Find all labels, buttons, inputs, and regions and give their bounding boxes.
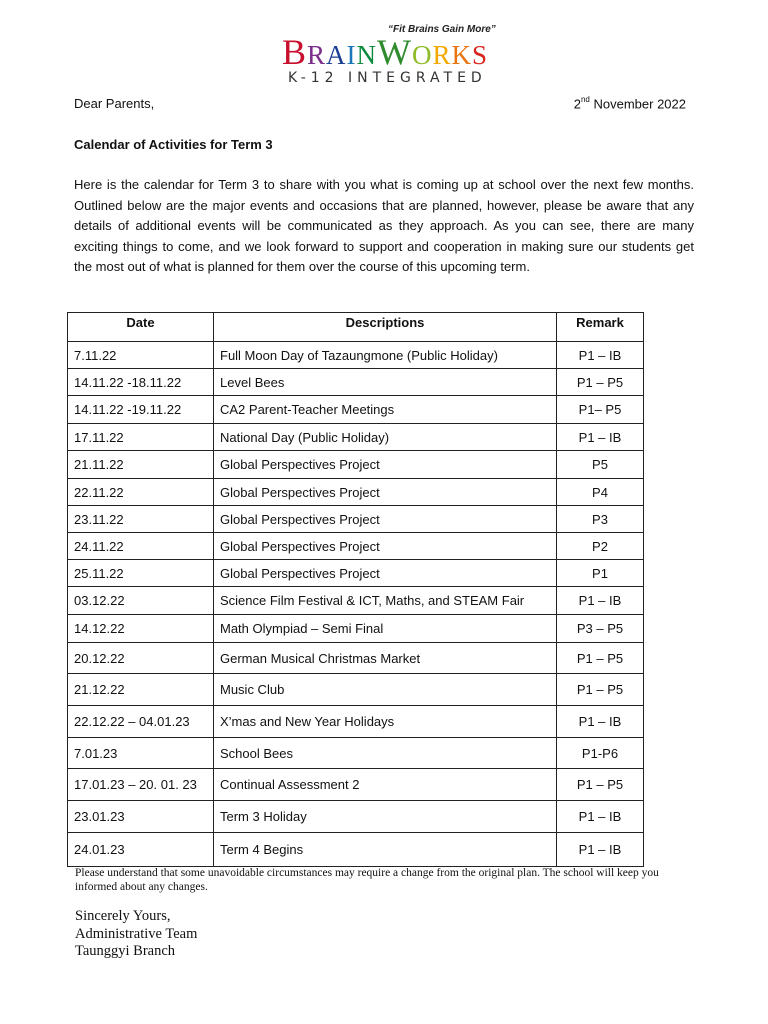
row-remark: P2	[557, 533, 644, 560]
row-description: Term 3 Holiday	[214, 801, 557, 833]
logo-subtitle: K-12 INTEGRATED	[288, 70, 487, 86]
row-date: 22.11.22	[68, 479, 214, 506]
row-remark: P1 – IB	[557, 801, 644, 833]
table-row	[68, 342, 644, 369]
footnote: Please understand that some unavoidable circumstances may require a change from the original plan. The school will keep you informed about any changes.	[75, 867, 659, 893]
logo-letter: W	[377, 32, 413, 72]
logo-letter: N	[356, 40, 378, 70]
logo-letter: S	[472, 40, 489, 70]
row-date: 24.01.23	[68, 833, 214, 867]
row-date: 17.01.23 – 20. 01. 23	[68, 769, 214, 801]
header-descriptions: Descriptions	[214, 313, 557, 342]
row-description: Global Perspectives Project	[214, 506, 557, 533]
table-row	[68, 674, 644, 706]
logo-letter: I	[346, 40, 357, 70]
row-date: 24.11.22	[68, 533, 214, 560]
row-date: 21.11.22	[68, 451, 214, 479]
row-date: 21.12.22	[68, 674, 214, 706]
header-date: Date	[68, 313, 214, 342]
table-row	[68, 533, 644, 560]
table-row	[68, 424, 644, 451]
row-remark: P1-P6	[557, 738, 644, 769]
row-date: 25.11.22	[68, 560, 214, 587]
row-date: 23.11.22	[68, 506, 214, 533]
table-row	[68, 369, 644, 396]
logo-letter: O	[412, 40, 433, 70]
row-description: Full Moon Day of Tazaungmone (Public Holiday)	[214, 342, 557, 369]
closing-line: Administrative Team	[75, 925, 198, 942]
logo-brand-name	[282, 34, 488, 71]
row-remark: P3	[557, 506, 644, 533]
logo-letter: A	[326, 40, 347, 70]
table-row	[68, 479, 644, 506]
closing-line: Sincerely Yours,	[75, 908, 171, 924]
row-date: 7.11.22	[68, 342, 214, 369]
table-row	[68, 706, 644, 738]
logo-letter: R	[432, 40, 452, 70]
logo-letter: R	[307, 40, 327, 70]
row-remark: P4	[557, 479, 644, 506]
row-date: 22.12.22 – 04.01.23	[68, 706, 214, 738]
row-remark: P1	[557, 560, 644, 587]
table-row	[68, 615, 644, 643]
row-description: CA2 Parent-Teacher Meetings	[214, 396, 557, 424]
table-row	[68, 801, 644, 833]
row-description: Math Olympiad – Semi Final	[214, 615, 557, 643]
row-description: X’mas and New Year Holidays	[214, 706, 557, 738]
row-date: 14.12.22	[68, 615, 214, 643]
logo-letter: B	[282, 32, 308, 72]
row-description: Global Perspectives Project	[214, 479, 557, 506]
letter-heading: Calendar of Activities for Term 3	[74, 137, 273, 152]
intro-paragraph: Here is the calendar for Term 3 to share with you what is coming up at school over the next few months. Outlined below are the major events and occasions that are planned, however, please be aware that any details of additional events will be communicated as they approach. As you can see, there are many exciting things to come, and we look forward to support and cooperation in making sure our students get the most out of what is planned for them over the course of this upcoming term.	[74, 177, 694, 275]
row-remark: P1 – IB	[557, 706, 644, 738]
row-description: Global Perspectives Project	[214, 560, 557, 587]
table-row	[68, 560, 644, 587]
table-row	[68, 506, 644, 533]
row-description: Term 4 Begins	[214, 833, 557, 867]
row-date: 20.12.22	[68, 643, 214, 674]
row-remark: P1 – P5	[557, 769, 644, 801]
table-row	[68, 833, 644, 867]
row-remark: P1 – P5	[557, 643, 644, 674]
table-row	[68, 643, 644, 674]
row-description: Music Club	[214, 674, 557, 706]
row-description: German Musical Christmas Market	[214, 643, 557, 674]
row-remark: P1 – IB	[557, 833, 644, 867]
row-description: Level Bees	[214, 369, 557, 396]
row-remark: P1 – IB	[557, 424, 644, 451]
row-remark: P1 – P5	[557, 674, 644, 706]
row-description: Continual Assessment 2	[214, 769, 557, 801]
row-date: 23.01.23	[68, 801, 214, 833]
table-row	[68, 451, 644, 479]
row-description: National Day (Public Holiday)	[214, 424, 557, 451]
logo-tagline: “Fit Brains Gain More”	[388, 24, 496, 35]
row-remark: P1– P5	[557, 396, 644, 424]
row-description: Science Film Festival & ICT, Maths, and STEAM Fair	[214, 587, 557, 615]
row-description: Global Perspectives Project	[214, 451, 557, 479]
row-description: Global Perspectives Project	[214, 533, 557, 560]
row-remark: P1 – IB	[557, 587, 644, 615]
row-remark: P3 – P5	[557, 615, 644, 643]
row-date: 14.11.22 -18.11.22	[68, 369, 214, 396]
table-header-row	[68, 313, 644, 342]
row-date: 17.11.22	[68, 424, 214, 451]
greeting: Dear Parents,	[74, 96, 155, 111]
closing-block	[75, 908, 197, 961]
table-row	[68, 738, 644, 769]
closing-line: Taunggyi Branch	[75, 943, 176, 959]
row-description: School Bees	[214, 738, 557, 769]
row-date: 14.11.22 -19.11.22	[68, 396, 214, 424]
row-remark: P5	[557, 451, 644, 479]
table-row	[68, 587, 644, 615]
letter-date: 2nd November 2022	[573, 95, 686, 112]
table-row	[68, 396, 644, 424]
header-remark: Remark	[557, 313, 644, 342]
logo-letter: K	[451, 40, 473, 70]
row-remark: P1 – P5	[557, 369, 644, 396]
table-row	[68, 769, 644, 801]
row-remark: P1 – IB	[557, 342, 644, 369]
row-date: 03.12.22	[68, 587, 214, 615]
row-date: 7.01.23	[68, 738, 214, 769]
activities-table	[67, 312, 644, 867]
